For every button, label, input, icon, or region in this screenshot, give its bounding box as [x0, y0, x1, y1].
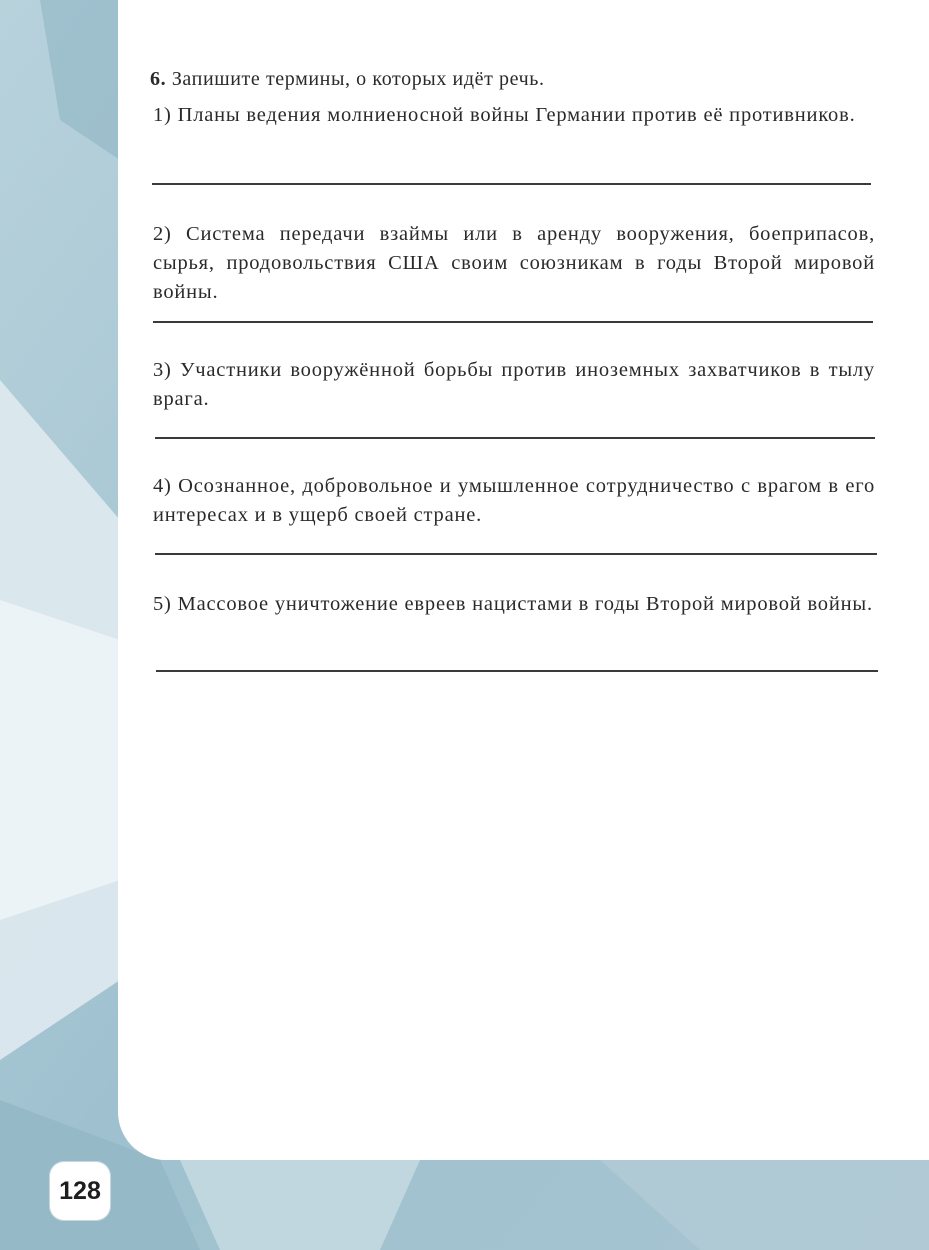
- task-number: 6.: [150, 68, 167, 90]
- worksheet-page: [118, 0, 929, 1160]
- page-number: 128: [50, 1162, 110, 1220]
- answer-line-5[interactable]: [156, 670, 878, 672]
- question-3: 3) Участники вооружённой борьбы против иноземных захватчиков в тылу врага.: [153, 359, 875, 410]
- question-5: 5) Массовое уничтожение евреев нацистами в годы Второй мировой войны.: [153, 593, 873, 615]
- answer-line-1[interactable]: [152, 183, 871, 185]
- question-2: 2) Система передачи взаймы или в аренду вооружения, боеприпасов, сырья, продовольствия США своим союзникам в годы Второй мировой войны.: [153, 223, 875, 303]
- answer-line-2[interactable]: [153, 321, 873, 323]
- question-4: 4) Осознанное, добровольное и умышленное сотрудничество с врагом в его интересах и в ущерб своей стране.: [153, 475, 875, 526]
- task-heading: [150, 68, 880, 91]
- answer-line-3[interactable]: [155, 437, 875, 439]
- question-1: 1) Планы ведения молниеносной войны Германии против её противников.: [153, 104, 856, 126]
- task-title: Запишите термины, о которых идёт речь.: [171, 68, 545, 90]
- answer-line-4[interactable]: [155, 553, 877, 555]
